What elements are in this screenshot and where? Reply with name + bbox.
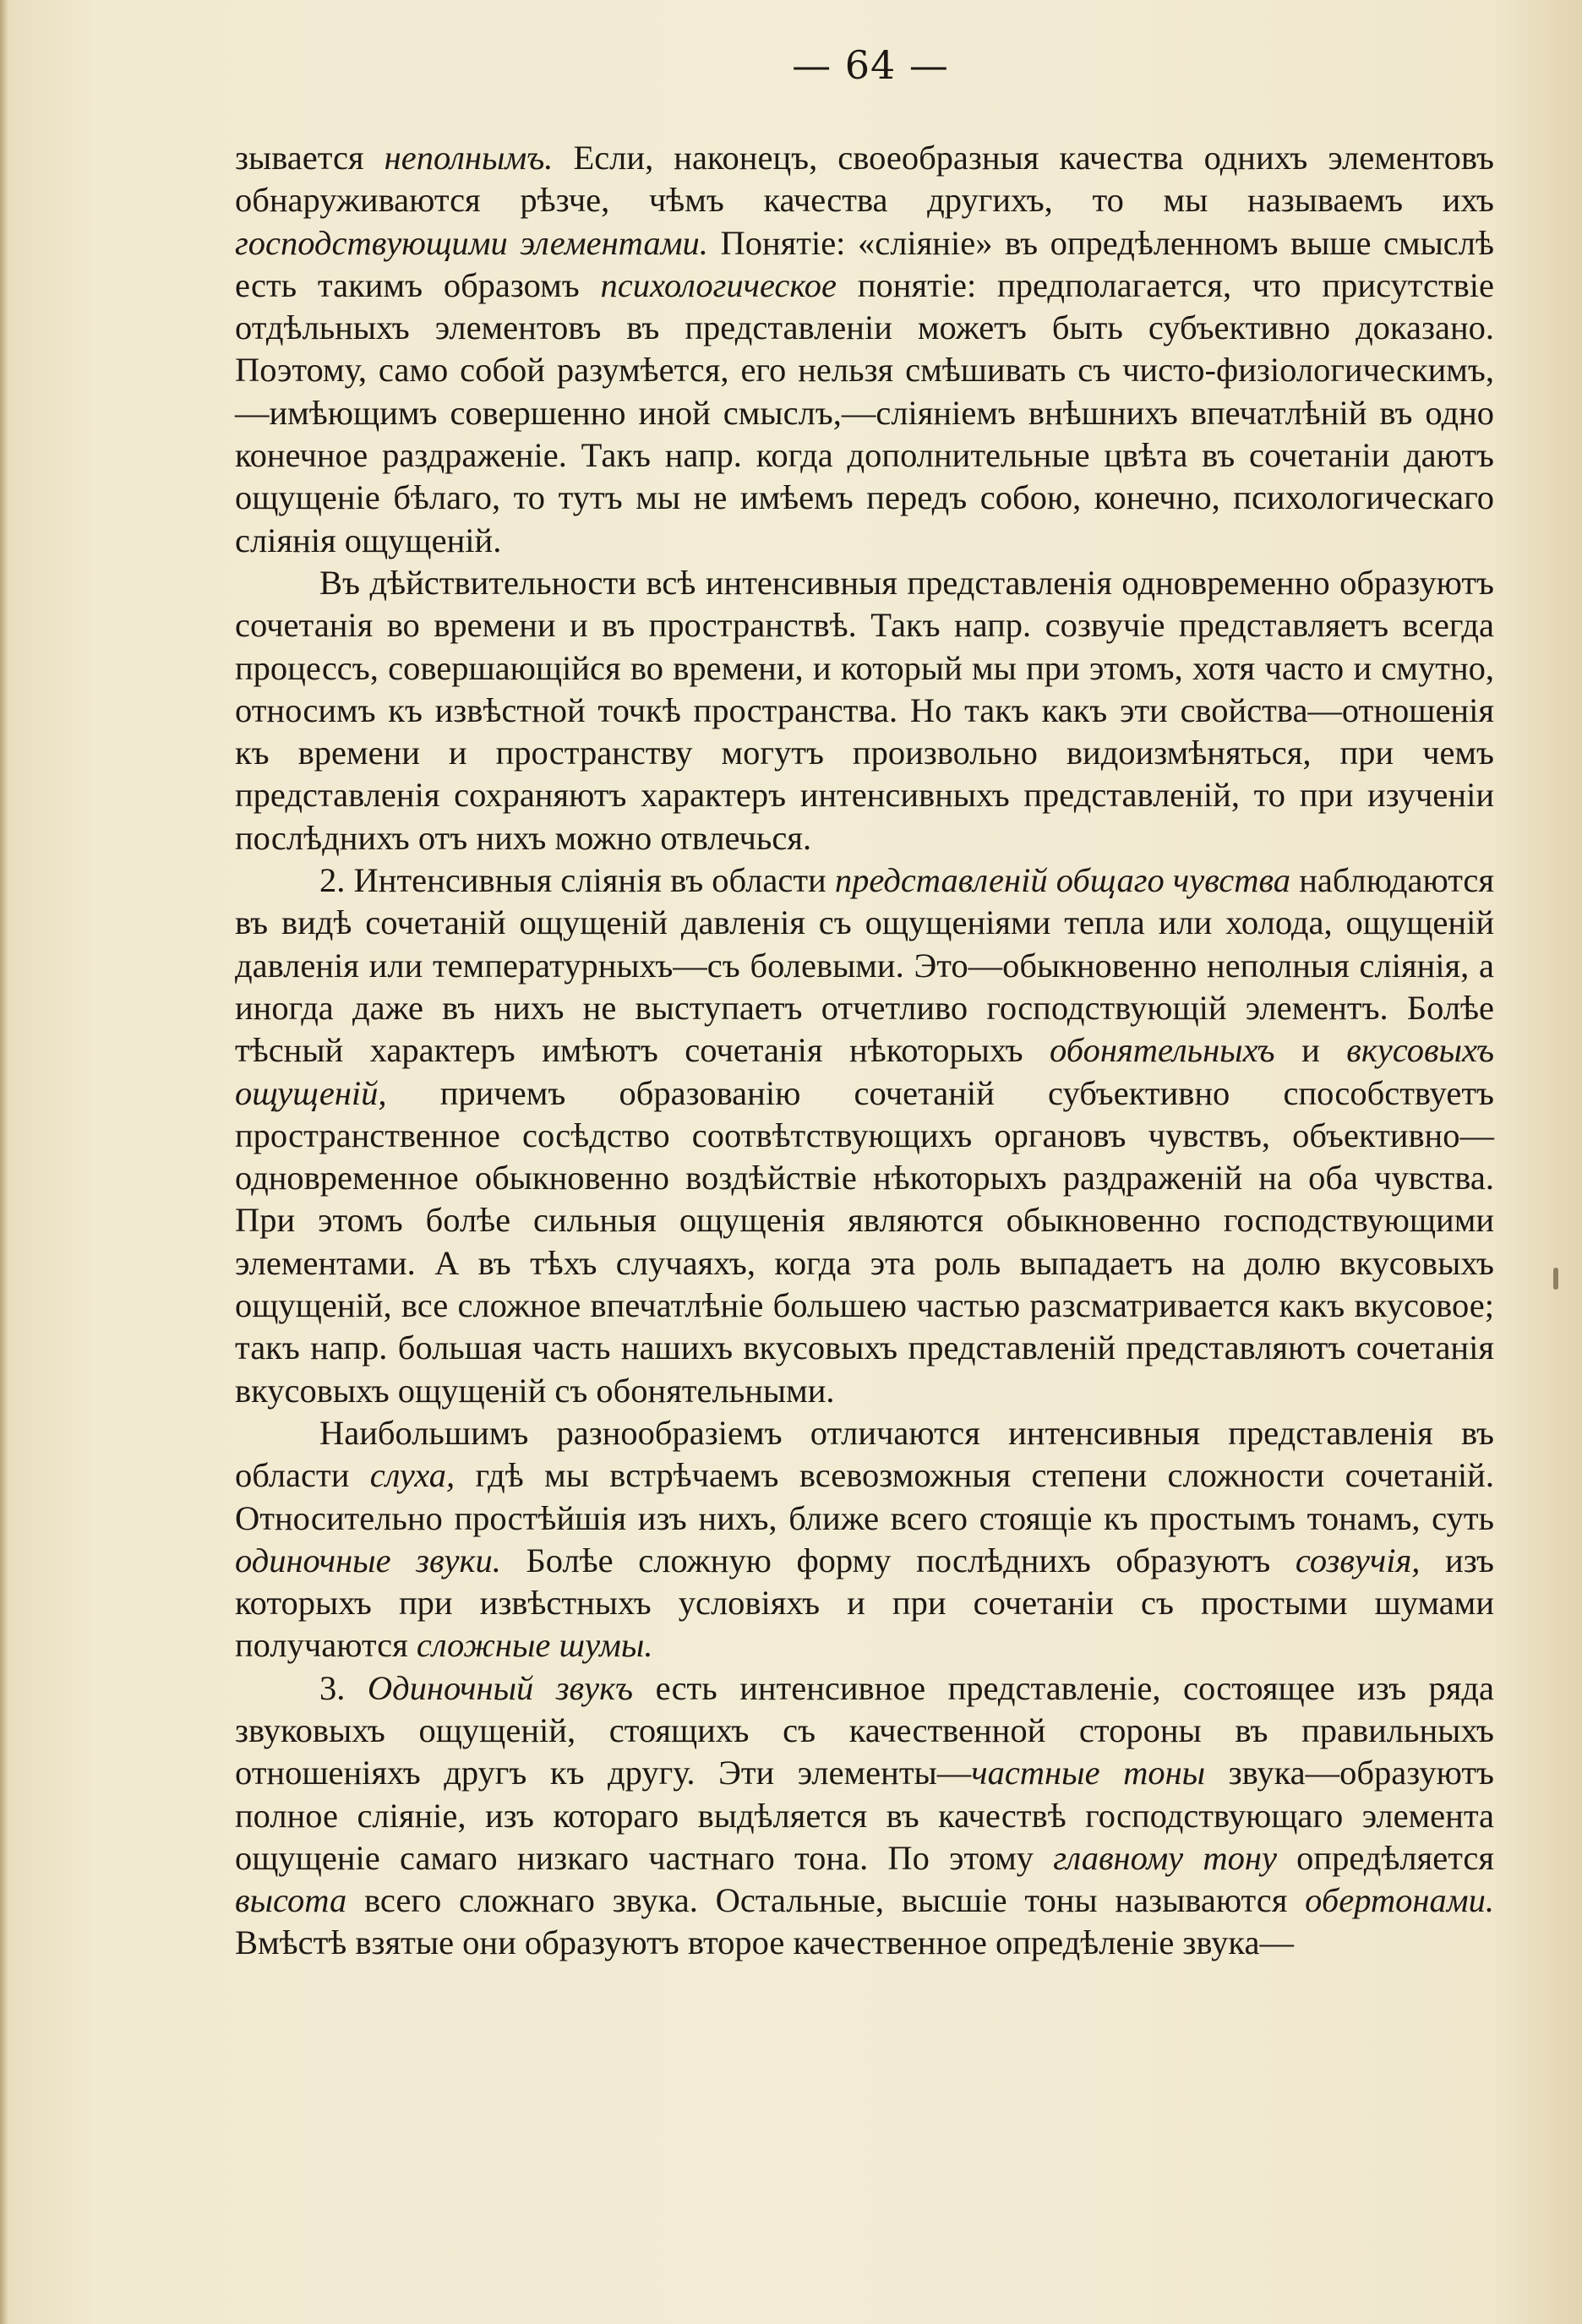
- italic-run: высота: [235, 1881, 347, 1920]
- italic-run: психологическое: [600, 265, 837, 304]
- paragraph: [235, 859, 1494, 1412]
- margin-ink-mark: [1553, 1268, 1558, 1290]
- text-run: Въ дѣйствительности всѣ интенсивныя представленія одновременно образуютъ сочетанія во времени и въ пространствѣ. Такъ напр. созвучіе представляетъ всегда процессъ, совершающійся во времени, и который мы при этомъ, хотя часто и смутно, относимъ къ извѣстной точкѣ пространства. Но такъ какъ эти свойства—отношенія къ времени и пространству могутъ произвольно видоизмѣняться, при чемъ представленія сохраняютъ характеръ интенсивныхъ представленій, то при изученіи послѣднихъ отъ нихъ можно отвлечься.: [235, 563, 1494, 857]
- text-run: изъ которыхъ при извѣстныхъ условіяхъ и при сочетаніи съ простыми шумами получаются: [235, 1541, 1494, 1665]
- italic-run: созвучія,: [1295, 1541, 1421, 1579]
- binding-edge: [0, 0, 8, 2324]
- italic-run: частные тоны: [971, 1754, 1206, 1792]
- paragraph: [235, 137, 1494, 562]
- text-run: Наибольшимъ разнообразіемъ отличаются интенсивныя представленія въ области: [235, 1413, 1494, 1495]
- italic-run: вкусовыхъ ощущеній,: [235, 1031, 1494, 1112]
- italic-run: слуха,: [369, 1456, 456, 1495]
- paragraph: [235, 1412, 1494, 1667]
- italic-run: одиночные звуки.: [235, 1541, 501, 1579]
- text-run: понятіе: предполагается, что присутствіе отдѣльныхъ элементовъ въ представленіи можетъ быть субъективно доказано. Поэтому, само собой разумѣется, его нельзя смѣшивать съ чисто-физіологическимъ,—имѣющимъ совершенно иной смыслъ,—сліяніемъ внѣшнихъ впечатлѣній въ одно конечное раздраженіе. Такъ напр. когда дополнительные цвѣта въ сочетаніи даютъ ощущеніе бѣлаго, то тутъ мы не имѣемъ передъ собою, конечно, психологическаго сліянія ощущеній.: [235, 265, 1494, 559]
- italic-run: главному тону: [1053, 1838, 1277, 1877]
- italic-run: представленій общаго чувства: [834, 861, 1291, 900]
- paragraph: [235, 1667, 1494, 1965]
- text-run: всего сложнаго звука. Остальные, высшіе тоны называются: [346, 1881, 1306, 1920]
- text-run: и: [1274, 1031, 1347, 1070]
- paragraph: [235, 562, 1494, 859]
- text-run: зывается: [235, 139, 385, 177]
- italic-run: господствующими элементами.: [235, 223, 708, 262]
- italic-run: неполнымъ.: [384, 139, 554, 177]
- text-run: Болѣе сложную форму послѣднихъ образуютъ: [500, 1541, 1296, 1579]
- text-run: гдѣ мы встрѣчаемъ всевозможныя степени сложности сочетаній. Относительно простѣйшія изъ нихъ, ближе всего стоящіе къ простымъ тонамъ, суть: [235, 1456, 1494, 1537]
- italic-run: Одиночный звукъ: [367, 1668, 634, 1707]
- text-run: Вмѣстѣ взятые они образуютъ второе качественное опредѣленіе звука—: [235, 1923, 1294, 1962]
- text-run: 2. Интенсивныя сліянія въ области: [319, 861, 835, 900]
- italic-run: обонятельныхъ: [1050, 1031, 1275, 1070]
- text-run: есть интенсивное представленіе, состоящее изъ ряда звуковыхъ ощущеній, стоящихъ съ качественной стороны въ правильныхъ отношеніяхъ другъ къ другу. Эти элементы—: [235, 1668, 1494, 1792]
- body-text: [235, 137, 1494, 1965]
- text-run: Понятіе: «сліяніе» въ опредѣленномъ выше смыслѣ есть такимъ образомъ: [235, 223, 1494, 304]
- text-run: наблюдаются въ видѣ сочетаній ощущеній давленія съ ощущеніями тепла или холода, ощущеній давленія или температурныхъ—съ болевыми. Это—обыкновенно неполныя сліянія, а иногда даже въ нихъ не выступаетъ отчетливо господствующій элементъ. Болѣе тѣсный характеръ имѣютъ сочетанія нѣкоторыхъ: [235, 861, 1494, 1070]
- text-run: Если, наконецъ, своеобразныя качества однихъ элементовъ обнаруживаются рѣзче, чѣмъ качества другихъ, то мы называемъ ихъ: [235, 139, 1494, 220]
- text-run: опредѣляется: [1276, 1838, 1494, 1877]
- page-number: — 64 —: [792, 42, 949, 88]
- text-run: причемъ образованію сочетаній субъективно способствуетъ пространственное сосѣдство соотвѣтствующихъ органовъ чувствъ, объективно—одновременное обыкновенно воздѣйствіе нѣкоторыхъ раздраженій на оба чувства. При этомъ болѣе сильныя ощущенія являются обыкновенно господствующими элементами. А въ тѣхъ случаяхъ, когда эта роль выпадаетъ на долю вкусовыхъ ощущеній, все сложное впечатлѣніе большею частью разсматривается какъ вкусовое; такъ напр. большая часть нашихъ вкусовыхъ представленій представляютъ сочетанія вкусовыхъ ощущеній съ обонятельными.: [235, 1073, 1494, 1410]
- italic-run: обертонами.: [1305, 1881, 1494, 1920]
- italic-run: сложные шумы.: [416, 1626, 653, 1665]
- text-run: 3.: [319, 1668, 368, 1707]
- text-run: звука—образуютъ полное сліяніе, изъ котораго выдѣляется въ качествѣ господствующаго элемента ощущеніе самаго низкаго частнаго тона. По этому: [235, 1754, 1494, 1877]
